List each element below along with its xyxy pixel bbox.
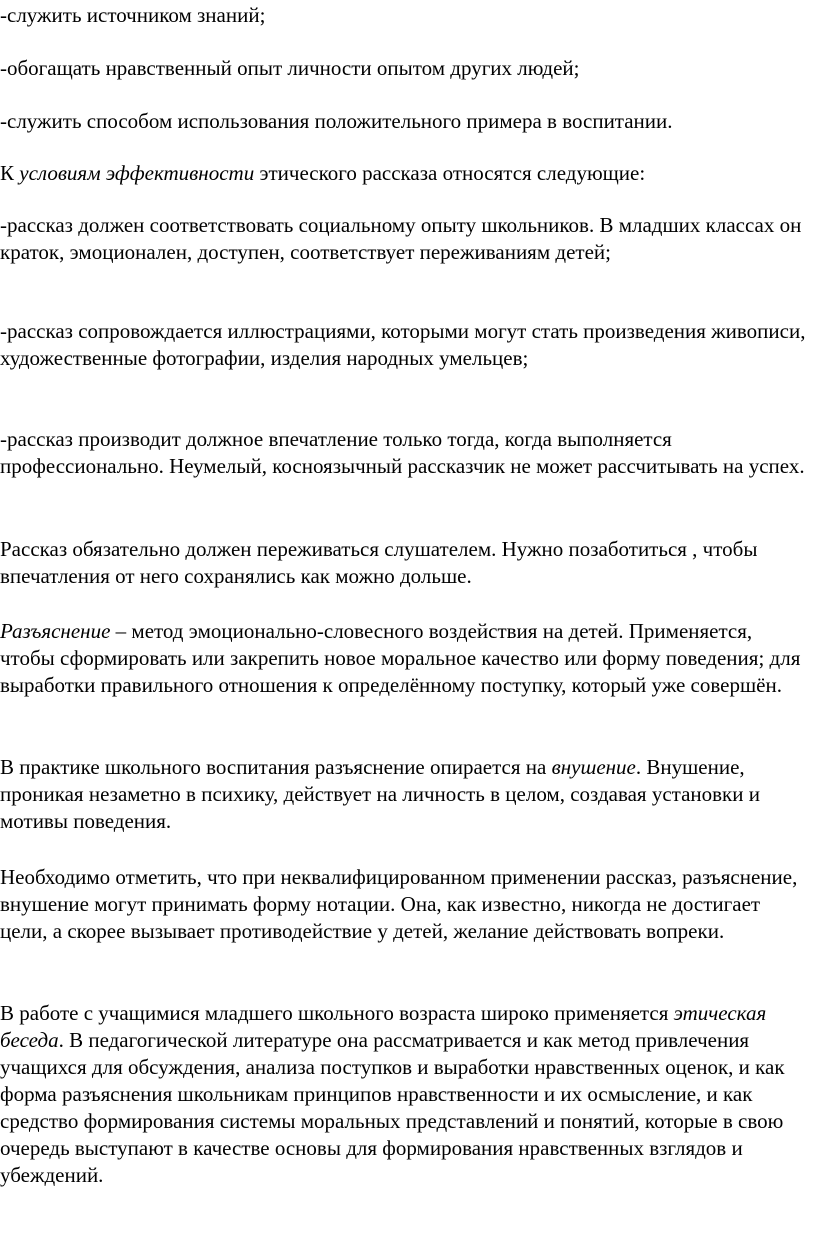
paragraph: Рассказ обязательно должен переживаться слушателем. Нужно позаботиться , чтобы впечатления от него сохранялись как можно дольше. [0,537,758,588]
italic-term: внушение [551,755,636,779]
paragraph: К условиям эффективности этического рассказа относятся следующие: [0,161,646,185]
paragraph: -рассказ производит должное впечатление только тогда, когда выполняется профессионально. Неумелый, косноязычный рассказчик не может рассчитывать на успех. [0,427,805,478]
italic-term: этическая беседа [0,1001,767,1052]
paragraph: -обогащать нравственный опыт личности опытом других людей; [0,56,580,80]
paragraph: Разъяснение – метод эмоционально-словесного воздействия на детей. Применяется, чтобы сформировать или закрепить новое моральное качество или форму поведения; для выработки правильного отношения к определённому поступку, который уже совершён. [0,619,801,697]
paragraph: -служить источником знаний; [0,3,266,27]
paragraph: -рассказ должен соответствовать социальному опыту школьников. В младших классах он краток, эмоционален, доступен, соответствует переживаниям детей; [0,213,802,264]
paragraph: -служить способом использования положительного примера в воспитании. [0,109,673,133]
paragraph: В практике школьного воспитания разъяснение опирается на внушение. Внушение, проникая незаметно в психику, действует на личность в целом, создавая установки и мотивы поведения. [0,755,760,833]
paragraph: -рассказ сопровождается иллюстрациями, которыми могут стать произведения живописи, художественные фотографии, изделия народных умельцев; [0,319,806,370]
italic-term: условиям эффективности [19,161,255,185]
paragraph: Необходимо отметить, что при неквалифицированном применении рассказ, разъяснение, внушение могут принимать форму нотации. Она, как известно, никогда не достигает цели, а скорее вызывает противодействие у детей, желание действовать вопреки. [0,865,798,943]
paragraph: В работе с учащимися младшего школьного возраста широко применяется этическая беседа. В педагогической литературе она рассматривается и как метод привлечения учащихся для обсуждения, анализа поступков и выработки нравственных оценок, и как форма разъяснения школьникам принципов нравственности и их осмысление, и как средство формирования системы моральных представлений и понятий, которые в свою очередь выступают в качестве основы для формирования нравственных взглядов и убеждений. [0,1001,785,1187]
italic-term: Разъяснение [0,619,111,643]
